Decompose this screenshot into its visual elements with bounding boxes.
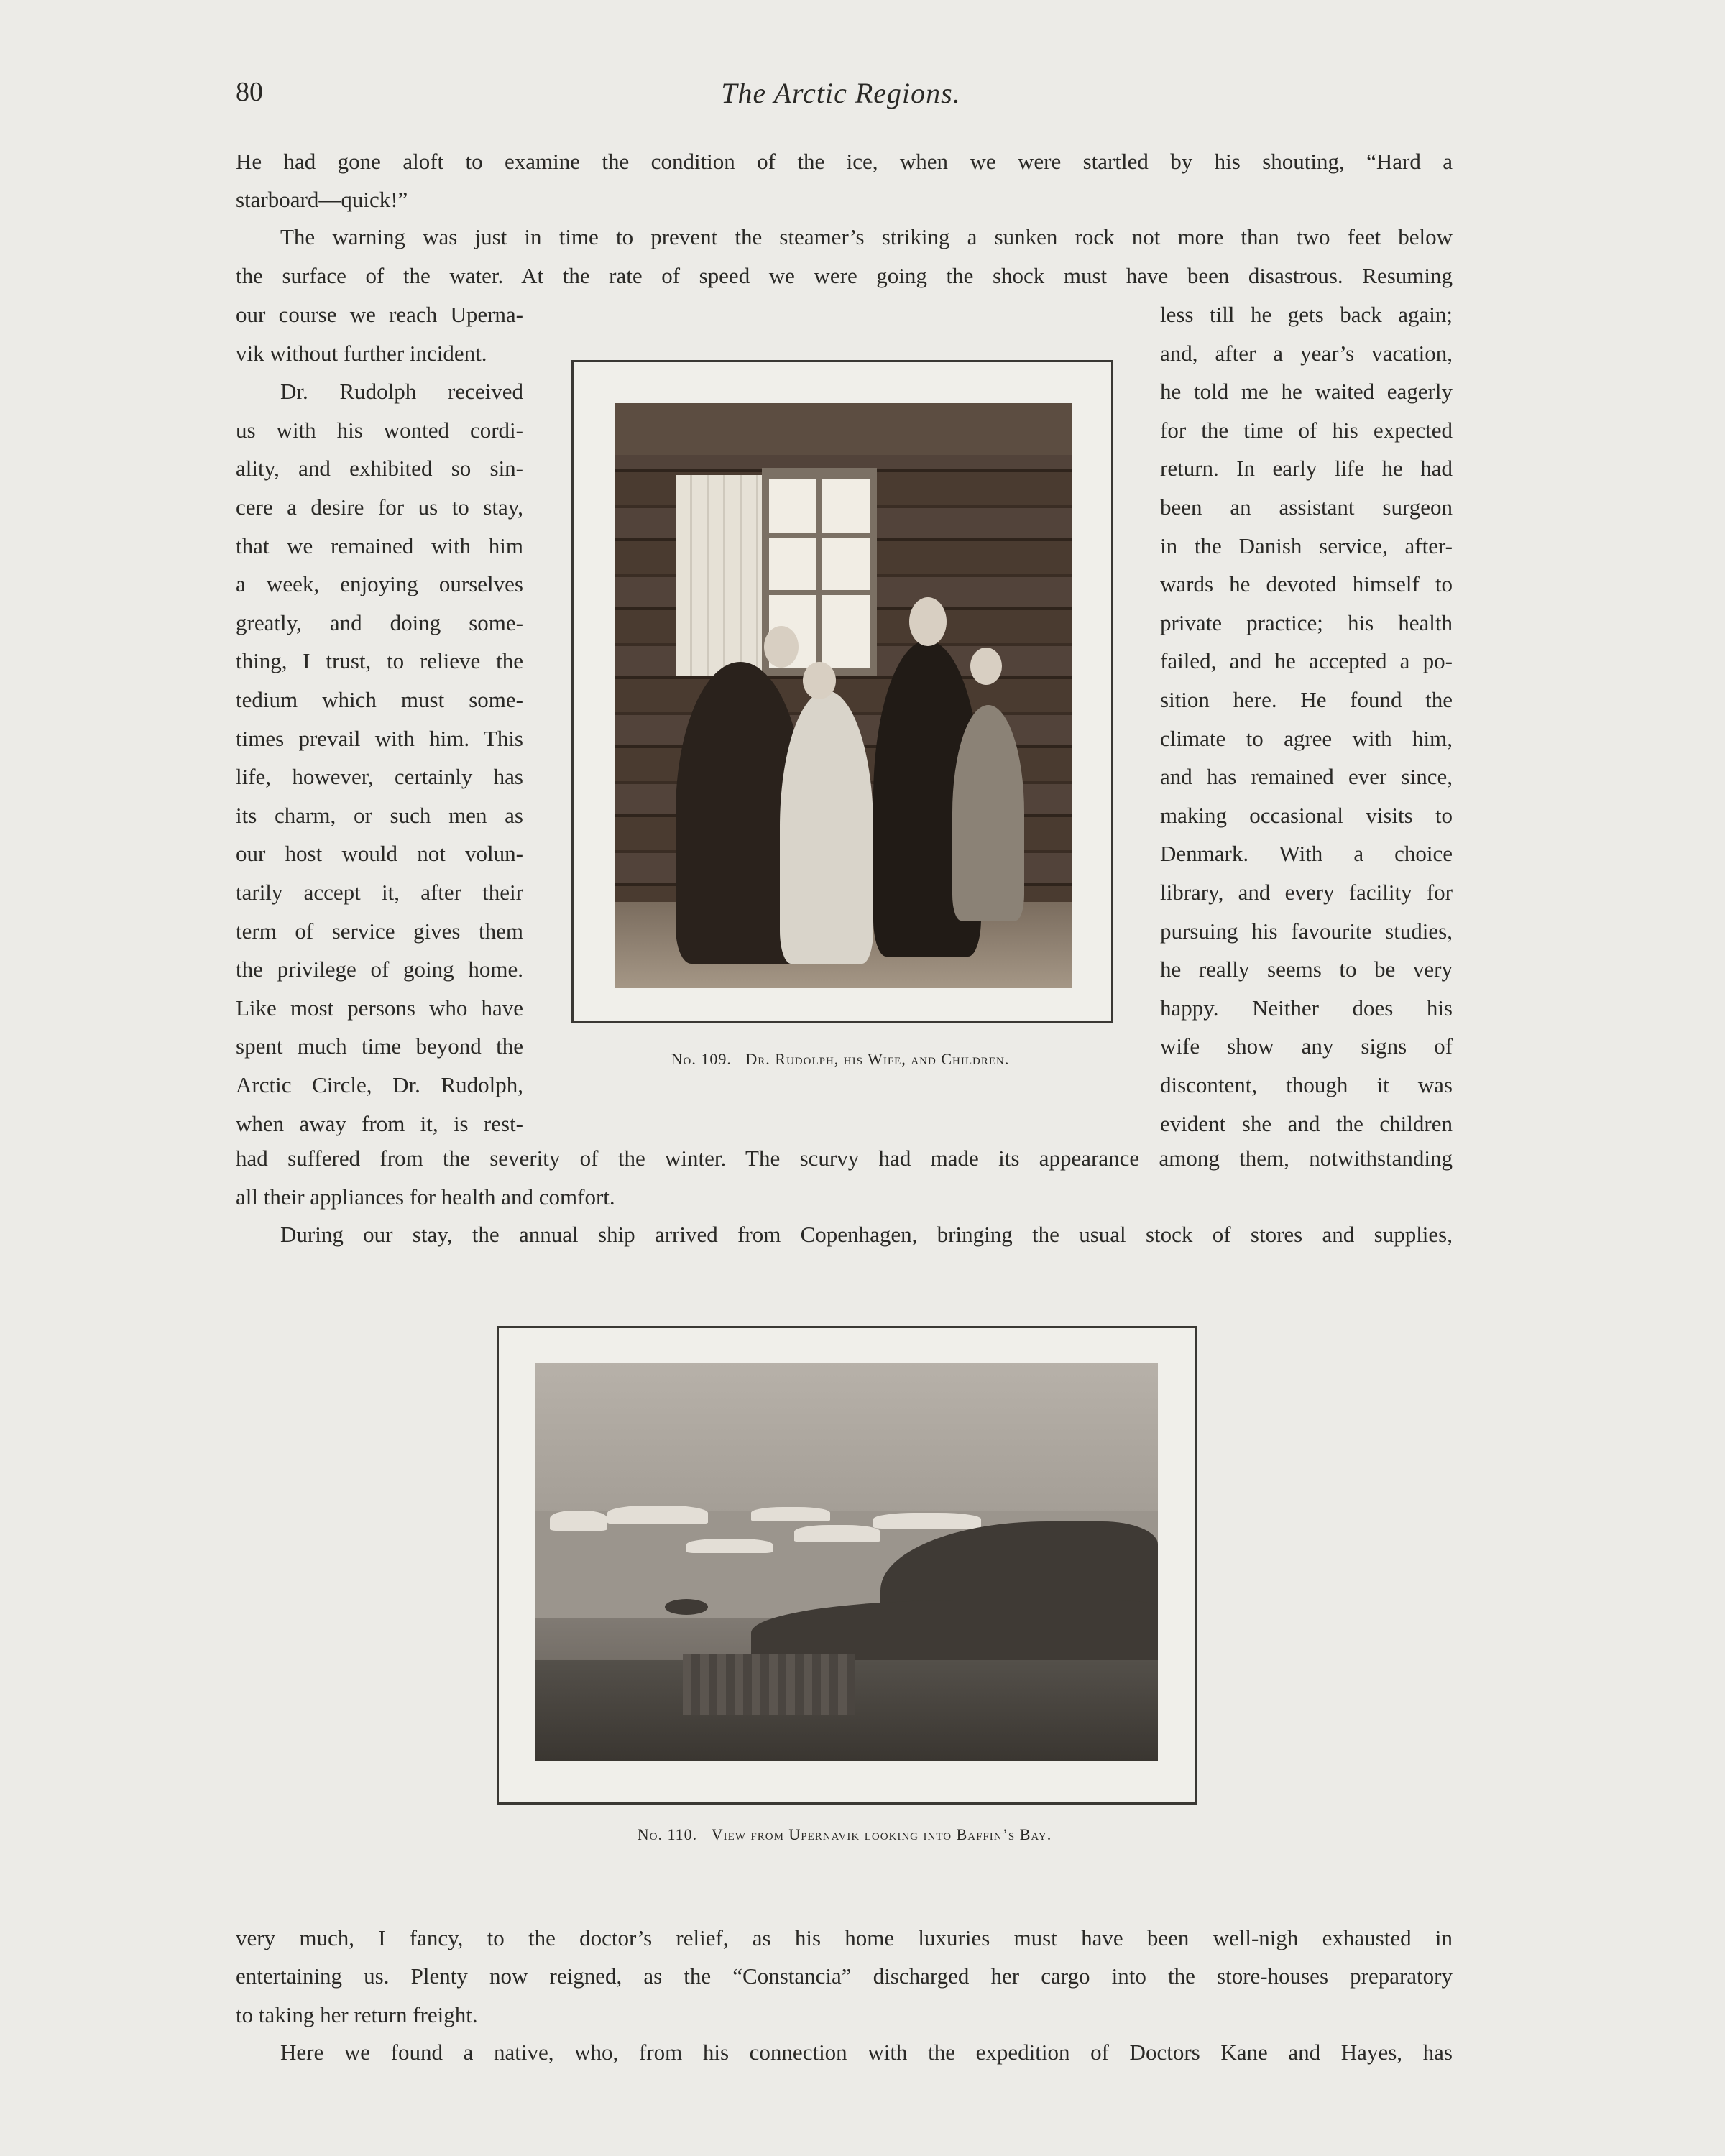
column-line: wards he devoted himself to [1160,571,1453,597]
column-line: life, however, certainly has [236,764,523,790]
column-line: climate to agree with him, [1160,725,1453,751]
column-line: vik without further incident. [236,340,487,366]
column-line: cere a desire for us to stay, [236,494,523,520]
column-line: and, after a year’s vacation, [1160,340,1453,366]
column-line: term of service gives them [236,918,523,944]
photo-rudolph-family [615,403,1072,988]
column-line: library, and every facility for [1160,880,1453,905]
plate-number-110: No. 110. [637,1825,698,1843]
text-line: starboard—quick!” [236,187,408,212]
column-line: us with his wonted cordi- [236,417,523,443]
plate-number-109: No. 109. [671,1050,732,1068]
text-line: He had gone aloft to examine the condition of the ice, when we were startled by his shouting, “Hard a [236,149,1453,174]
column-line: spent much time beyond the [236,1033,523,1059]
column-line: its charm, or such men as [236,802,523,828]
column-line: ality, and exhibited so sin- [236,456,523,482]
text-line: the surface of the water. At the rate of speed we were going the shock must have been disastrous. Resuming [236,263,1453,288]
text-line: very much, I fancy, to the doctor’s relief, as his home luxuries must have been well-nigh exhausted in [236,1925,1453,1950]
column-line: Like most persons who have [236,995,523,1021]
column-line: our course we reach Uperna- [236,302,523,327]
plate-caption-109 [571,1050,1109,1069]
column-line: evident she and the children [1160,1110,1453,1136]
text-line: entertaining us. Plenty now reigned, as the “Constancia” discharged her cargo into the store-houses preparatory [236,1963,1453,1989]
column-line: in the Danish service, after- [1160,533,1453,558]
column-line: he really seems to be very [1160,957,1453,982]
column-line: our host would not volun- [236,841,523,867]
running-title: The Arctic Regions. [721,77,961,109]
photo-upernavik-view [535,1363,1158,1761]
column-line: for the time of his expected [1160,417,1453,443]
column-line: Dr. Rudolph received [280,379,523,405]
column-line: Arctic Circle, Dr. Rudolph, [236,1072,523,1097]
column-line: wife show any signs of [1160,1033,1453,1059]
plate-title-110: View from Upernavik looking into Baffin’s Bay. [711,1825,1052,1843]
column-line: and has remained ever since, [1160,764,1453,790]
text-line: to taking her return freight. [236,2002,478,2027]
column-line: been an assistant surgeon [1160,494,1453,520]
text-line: had suffered from the severity of the winter. The scurvy had made its appearance among them, notwithstanding [236,1146,1453,1171]
column-line: when away from it, is rest- [236,1110,523,1136]
column-line: tarily accept it, after their [236,880,523,905]
column-line: thing, I trust, to relieve the [236,648,523,674]
column-line: that we remained with him [236,533,523,558]
page-number: 80 [236,77,263,107]
column-line: making occasional visits to [1160,802,1453,828]
column-line: the privilege of going home. [236,957,523,982]
column-line: times prevail with him. This [236,725,523,751]
column-line: happy. Neither does his [1160,995,1453,1021]
plate-caption-110 [497,1825,1192,1844]
column-line: sition here. He found the [1160,687,1453,712]
column-line: a week, enjoying ourselves [236,571,523,597]
column-line: he told me he waited eagerly [1160,379,1453,405]
column-line: pursuing his favourite studies, [1160,918,1453,944]
column-line: failed, and he accepted a po- [1160,648,1453,674]
column-line: less till he gets back again; [1160,302,1453,327]
column-line: greatly, and doing some- [236,609,523,635]
column-line: return. In early life he had [1160,456,1453,482]
text-line: Here we found a native, who, from his connection with the expedition of Doctors Kane and Hayes, has [280,2040,1453,2065]
text-line: all their appliances for health and comfort. [236,1184,615,1210]
plate-title-109: Dr. Rudolph, his Wife, and Children. [745,1050,1010,1068]
column-line: Denmark. With a choice [1160,841,1453,867]
text-line: The warning was just in time to prevent the steamer’s striking a sunken rock not more than two feet below [280,224,1453,249]
column-line: private practice; his health [1160,609,1453,635]
column-line: discontent, though it was [1160,1072,1453,1097]
text-line: During our stay, the annual ship arrived from Copenhagen, bringing the usual stock of stores and supplies, [280,1222,1453,1247]
column-line: tedium which must some- [236,687,523,712]
